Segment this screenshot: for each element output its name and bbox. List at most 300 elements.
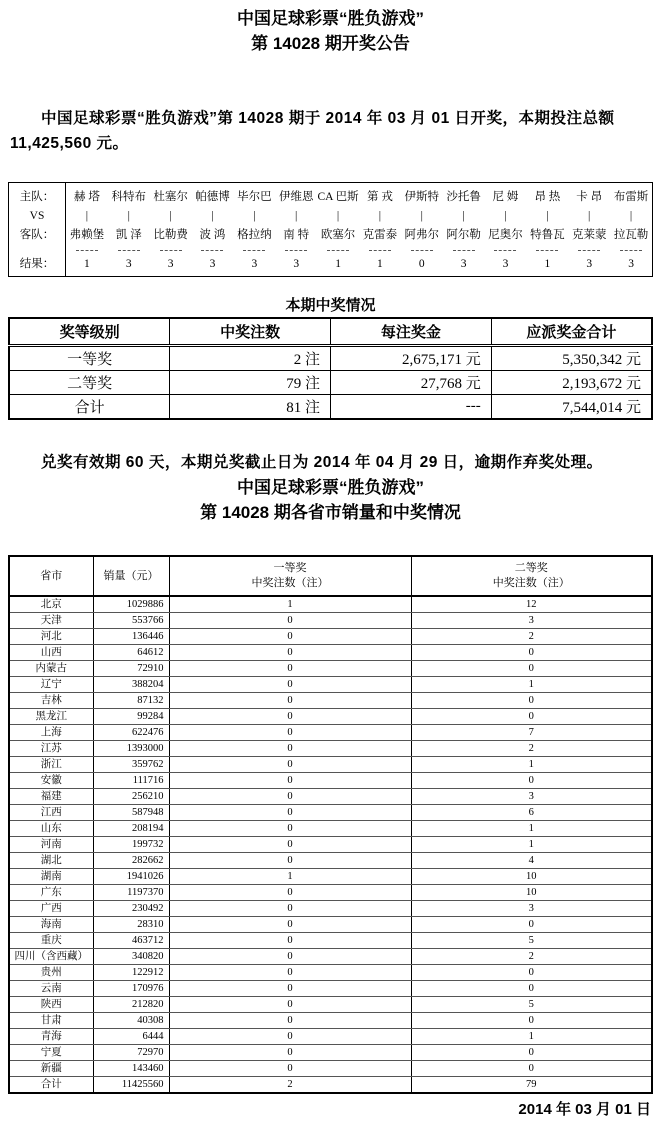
home-team-name: 帕德博 — [195, 191, 230, 203]
second-prize-count-cell: 3 — [411, 613, 652, 629]
province-name-cell: 云南 — [9, 981, 93, 997]
province-table-row — [9, 949, 652, 965]
first-prize-count-cell: 0 — [169, 741, 411, 757]
prize-cell: 2,675,171 元 — [331, 346, 492, 371]
sales-amount-cell: 28310 — [93, 917, 169, 933]
first-prize-header-line2: 中奖注数（注） — [251, 577, 329, 589]
vs-bar: | — [336, 210, 340, 222]
match-result: 1 — [84, 258, 90, 270]
province-name-cell: 河南 — [9, 837, 93, 853]
second-prize-count-cell: 2 — [411, 949, 652, 965]
first-prize-count-cell: 1 — [169, 869, 411, 885]
match-column-13 — [568, 187, 610, 273]
province-table-row — [9, 757, 652, 773]
province-name-cell: 福建 — [9, 789, 93, 805]
province-name-cell: 天津 — [9, 613, 93, 629]
sales-amount-cell: 340820 — [93, 949, 169, 965]
home-team-name: 沙托鲁 — [446, 191, 481, 203]
second-prize-count-cell: 0 — [411, 661, 652, 677]
dash-row-spacer — [9, 245, 65, 255]
separator-dash — [453, 245, 475, 255]
province-table-row — [9, 1045, 652, 1061]
province-table-row — [9, 1013, 652, 1029]
match-result: 1 — [544, 258, 551, 270]
away-team-name: 南 特 — [283, 229, 310, 241]
second-prize-count-cell: 3 — [411, 901, 652, 917]
first-prize-column-header — [169, 556, 411, 596]
province-name-cell: 河北 — [9, 629, 93, 645]
prize-cell: 二等奖 — [9, 371, 170, 395]
second-prize-count-cell: 0 — [411, 917, 652, 933]
separator-dash — [494, 245, 516, 255]
match-column-12 — [526, 187, 568, 273]
first-prize-count-cell: 0 — [169, 1013, 411, 1029]
second-prize-count-cell: 0 — [411, 965, 652, 981]
province-name-cell: 辽宁 — [9, 677, 93, 693]
sales-amount-cell: 99284 — [93, 709, 169, 725]
away-team-name: 克莱蒙 — [571, 229, 607, 241]
province-name-cell: 湖南 — [9, 869, 93, 885]
second-prize-count-cell: 7 — [411, 725, 652, 741]
province-name-cell: 甘肃 — [9, 1013, 93, 1029]
prize-cell: 一等奖 — [9, 346, 170, 371]
province-table — [8, 555, 653, 1094]
match-column-7 — [317, 187, 359, 273]
vs-bar: | — [378, 210, 382, 222]
province-table-row — [9, 613, 652, 629]
province-column-header: 省市 — [9, 556, 93, 596]
vs-bar: | — [127, 210, 130, 222]
province-name-cell: 山西 — [9, 645, 93, 661]
separator-dash — [369, 245, 391, 255]
away-row-label: 客队： — [19, 229, 55, 241]
match-row-labels — [9, 183, 66, 276]
match-result: 3 — [167, 258, 174, 270]
sales-amount-cell: 587948 — [93, 805, 169, 821]
prize-cell: 合计 — [9, 395, 170, 420]
match-column-10 — [443, 187, 485, 273]
province-name-cell: 青海 — [9, 1029, 93, 1045]
prize-section-title: 本期中奖情况 — [285, 297, 376, 314]
first-prize-count-cell: 0 — [169, 821, 411, 837]
page-title — [0, 0, 661, 56]
match-column-3 — [150, 187, 192, 273]
home-team-name: 昂 热 — [534, 191, 561, 203]
prize-cell: --- — [331, 395, 492, 420]
first-prize-count-cell: 0 — [169, 837, 411, 853]
second-prize-count-cell: 5 — [411, 933, 652, 949]
first-prize-count-cell: 0 — [169, 677, 411, 693]
first-prize-count-cell: 0 — [169, 949, 411, 965]
match-result: 3 — [125, 258, 132, 270]
first-prize-count-cell: 0 — [169, 661, 411, 677]
prize-table-row — [9, 371, 652, 395]
province-table-row — [9, 1029, 652, 1045]
first-prize-count-cell: 0 — [169, 981, 411, 997]
second-prize-count-cell: 5 — [411, 997, 652, 1013]
home-team-name: CA 巴斯 — [317, 191, 359, 203]
match-column-4 — [192, 187, 234, 273]
first-prize-count-cell: 0 — [169, 1045, 411, 1061]
province-table-row — [9, 629, 652, 645]
province-name-cell: 黑龙江 — [9, 709, 93, 725]
sales-amount-cell: 388204 — [93, 677, 169, 693]
province-table-row — [9, 725, 652, 741]
dash-line — [243, 250, 265, 251]
home-team-name: 卡 昂 — [576, 191, 603, 203]
first-prize-count-cell: 0 — [169, 725, 411, 741]
province-name-cell: 广西 — [9, 901, 93, 917]
province-table-row — [9, 933, 652, 949]
province-table-row — [9, 1061, 652, 1077]
sales-amount-cell: 87132 — [93, 693, 169, 709]
away-team-name: 尼奥尔 — [488, 229, 523, 241]
prize-table-header-row — [9, 318, 652, 346]
sales-amount-cell: 199732 — [93, 837, 169, 853]
province-name-cell: 江苏 — [9, 741, 93, 757]
province-title-line2: 第 14028 期各省市销量和中奖情况 — [200, 503, 461, 522]
match-column-8 — [359, 187, 401, 273]
prize-header-cell: 应派奖金合计 — [491, 318, 652, 346]
prize-header-cell: 中奖注数 — [170, 318, 331, 346]
first-prize-count-cell: 0 — [169, 629, 411, 645]
sales-amount-cell: 122912 — [93, 965, 169, 981]
province-table-row — [9, 661, 652, 677]
province-name-cell: 北京 — [9, 596, 93, 613]
province-name-cell: 宁夏 — [9, 1045, 93, 1061]
sales-amount-cell: 64612 — [93, 645, 169, 661]
second-prize-count-cell: 0 — [411, 709, 652, 725]
province-name-cell: 海南 — [9, 917, 93, 933]
province-name-cell: 广东 — [9, 885, 93, 901]
province-table-row — [9, 677, 652, 693]
prize-cell: 81 注 — [170, 395, 331, 420]
dash-line — [536, 250, 558, 251]
separator-dash — [160, 245, 182, 255]
home-team-name: 伊维恩 — [278, 191, 314, 203]
prize-cell: 2 注 — [170, 346, 331, 371]
sales-amount-cell: 1197370 — [93, 885, 169, 901]
match-result: 3 — [628, 258, 634, 270]
first-prize-count-cell: 0 — [169, 757, 411, 773]
prize-table-row — [9, 395, 652, 420]
vs-bar: | — [629, 210, 633, 222]
separator-dash — [76, 245, 98, 255]
separator-dash — [118, 245, 140, 255]
sales-amount-cell: 1393000 — [93, 741, 169, 757]
second-prize-count-cell: 4 — [411, 853, 652, 869]
province-name-cell: 贵州 — [9, 965, 93, 981]
intro-paragraph: 中国足球彩票“胜负游戏”第 14028 期于 2014 年 03 月 01 日开奖，本期投注总额 11,425,560 元。 — [10, 110, 615, 152]
province-table-header-row — [9, 556, 652, 596]
match-result: 3 — [293, 258, 300, 270]
second-prize-count-cell: 0 — [411, 1045, 652, 1061]
first-prize-count-cell: 0 — [169, 997, 411, 1013]
result-row-label: 结果： — [19, 258, 55, 270]
home-team-name: 科特布 — [111, 191, 147, 203]
second-prize-count-cell: 0 — [411, 1013, 652, 1029]
vs-bar: | — [588, 210, 591, 222]
first-prize-count-cell: 1 — [169, 596, 411, 613]
home-team-name: 尼 姆 — [492, 191, 519, 203]
sales-amount-cell: 72970 — [93, 1045, 169, 1061]
away-team-name: 特鲁瓦 — [530, 229, 565, 241]
away-team-name: 比勒费 — [153, 229, 188, 241]
vs-bar: | — [85, 210, 89, 222]
dash-line — [369, 250, 391, 251]
away-team-name: 弗赖堡 — [69, 229, 105, 241]
province-table-row — [9, 596, 652, 613]
province-table-row — [9, 821, 652, 837]
province-table-row — [9, 789, 652, 805]
second-prize-count-cell: 2 — [411, 629, 652, 645]
second-prize-header-line2: 中奖注数（注） — [492, 577, 570, 589]
province-name-cell: 吉林 — [9, 693, 93, 709]
second-prize-count-cell: 6 — [411, 805, 652, 821]
province-table-row — [9, 1077, 652, 1094]
sales-amount-cell: 136446 — [93, 629, 169, 645]
vs-bar: | — [253, 210, 256, 222]
match-result: 3 — [460, 258, 467, 270]
away-team-name: 欧塞尔 — [320, 229, 356, 241]
province-name-cell: 湖北 — [9, 853, 93, 869]
page-title-line2: 第 14028 期开奖公告 — [251, 34, 410, 53]
dash-line — [578, 250, 600, 251]
match-column-14 — [610, 187, 652, 273]
second-prize-column-header — [411, 556, 652, 596]
province-table-row — [9, 709, 652, 725]
match-column-2 — [108, 187, 150, 273]
second-prize-count-cell: 12 — [411, 596, 652, 613]
home-team-name: 第 戎 — [366, 191, 393, 203]
match-results-table — [8, 182, 653, 277]
sales-amount-cell: 212820 — [93, 997, 169, 1013]
first-prize-count-cell: 2 — [169, 1077, 411, 1094]
away-team-name: 阿尔勒 — [446, 229, 481, 241]
separator-dash — [201, 245, 223, 255]
separator-dash — [578, 245, 600, 255]
first-prize-count-cell: 0 — [169, 773, 411, 789]
province-name-cell: 浙江 — [9, 757, 93, 773]
sales-amount-cell: 208194 — [93, 821, 169, 837]
sales-amount-cell: 72910 — [93, 661, 169, 677]
first-prize-header-line1: 一等奖 — [273, 562, 307, 574]
home-team-name: 伊斯特 — [404, 191, 440, 203]
vs-bar: | — [420, 210, 423, 222]
sales-amount-cell: 11425560 — [93, 1077, 169, 1094]
province-table-row — [9, 773, 652, 789]
match-result: 3 — [209, 258, 216, 270]
province-table-row — [9, 837, 652, 853]
match-result: 3 — [586, 258, 593, 270]
home-team-name: 布雷斯 — [613, 191, 649, 203]
first-prize-count-cell: 0 — [169, 885, 411, 901]
dash-line — [494, 250, 516, 251]
notice-paragraph: 兑奖有效期 60 天，本期兑奖截止日为 2014 年 04 月 29 日，逾期作弃奖处理。 — [41, 454, 603, 471]
second-prize-count-cell: 1 — [411, 1029, 652, 1045]
match-column-5 — [233, 187, 275, 273]
first-prize-count-cell: 0 — [169, 1029, 411, 1045]
province-name-cell: 重庆 — [9, 933, 93, 949]
province-name-cell: 内蒙古 — [9, 661, 93, 677]
match-column-1 — [66, 187, 108, 273]
second-prize-count-cell: 2 — [411, 741, 652, 757]
province-name-cell: 上海 — [9, 725, 93, 741]
match-column-11 — [485, 187, 527, 273]
second-prize-count-cell: 0 — [411, 981, 652, 997]
prize-table-row — [9, 346, 652, 371]
province-name-cell: 安徽 — [9, 773, 93, 789]
province-table-row — [9, 901, 652, 917]
home-team-name: 杜塞尔 — [153, 191, 188, 203]
first-prize-count-cell: 0 — [169, 1061, 411, 1077]
dash-line — [201, 250, 223, 251]
separator-dash — [285, 245, 307, 255]
second-prize-header-line1: 二等奖 — [514, 562, 548, 574]
first-prize-count-cell: 0 — [169, 901, 411, 917]
second-prize-count-cell: 10 — [411, 885, 652, 901]
second-prize-count-cell: 1 — [411, 821, 652, 837]
second-prize-count-cell: 0 — [411, 773, 652, 789]
sales-amount-cell: 40308 — [93, 1013, 169, 1029]
province-table-row — [9, 997, 652, 1013]
prize-cell: 79 注 — [170, 371, 331, 395]
away-team-name: 凯 泽 — [115, 229, 142, 241]
second-prize-count-cell: 10 — [411, 869, 652, 885]
page-title-line1: 中国足球彩票“胜负游戏” — [237, 9, 424, 28]
province-table-row — [9, 869, 652, 885]
dash-line — [76, 250, 98, 251]
sales-amount-cell: 553766 — [93, 613, 169, 629]
separator-dash — [536, 245, 558, 255]
province-name-cell: 合计 — [9, 1077, 93, 1094]
sales-amount-cell: 359762 — [93, 757, 169, 773]
prize-cell: 7,544,014 元 — [491, 395, 652, 420]
away-team-name: 格拉纳 — [237, 229, 272, 241]
second-prize-count-cell: 1 — [411, 677, 652, 693]
dash-line — [411, 250, 433, 251]
separator-dash — [411, 245, 433, 255]
home-row-label: 主队： — [19, 191, 55, 203]
vs-bar: | — [504, 210, 507, 222]
first-prize-count-cell: 0 — [169, 693, 411, 709]
sales-amount-cell: 170976 — [93, 981, 169, 997]
prize-header-cell: 奖等级别 — [9, 318, 170, 346]
second-prize-count-cell: 0 — [411, 645, 652, 661]
footer-date: 2014 年 03 月 01 日 — [518, 1101, 651, 1118]
separator-dash — [243, 245, 265, 255]
sales-column-header: 销量（元） — [93, 556, 169, 596]
first-prize-count-cell: 0 — [169, 709, 411, 725]
second-prize-count-cell: 1 — [411, 757, 652, 773]
sales-amount-cell: 111716 — [93, 773, 169, 789]
match-result: 3 — [251, 258, 258, 270]
prize-header-cell: 每注奖金 — [331, 318, 492, 346]
province-table-row — [9, 885, 652, 901]
separator-dash — [620, 245, 642, 255]
sales-amount-cell: 463712 — [93, 933, 169, 949]
province-section-title — [0, 475, 661, 525]
vs-bar: | — [295, 210, 298, 222]
vs-bar: | — [462, 210, 465, 222]
first-prize-count-cell: 0 — [169, 853, 411, 869]
first-prize-count-cell: 0 — [169, 933, 411, 949]
match-result: 1 — [335, 258, 341, 270]
sales-amount-cell: 256210 — [93, 789, 169, 805]
separator-dash — [327, 245, 349, 255]
home-team-name: 毕尔巴 — [237, 191, 272, 203]
dash-line — [285, 250, 307, 251]
second-prize-count-cell: 1 — [411, 837, 652, 853]
province-title-line1: 中国足球彩票“胜负游戏” — [237, 478, 424, 497]
sales-amount-cell: 1029886 — [93, 596, 169, 613]
vs-row-label: VS — [29, 210, 45, 222]
province-name-cell: 山东 — [9, 821, 93, 837]
away-team-name: 拉瓦勒 — [613, 229, 649, 241]
first-prize-count-cell: 0 — [169, 965, 411, 981]
province-table-row — [9, 741, 652, 757]
vs-bar: | — [211, 210, 214, 222]
province-name-cell: 四川（含西藏） — [9, 949, 93, 965]
match-column-6 — [275, 187, 317, 273]
vs-bar: | — [546, 210, 549, 222]
prize-cell: 27,768 元 — [331, 371, 492, 395]
away-team-name: 波 鸿 — [199, 229, 226, 241]
province-table-row — [9, 693, 652, 709]
match-result: 3 — [502, 258, 509, 270]
second-prize-count-cell: 79 — [411, 1077, 652, 1094]
second-prize-count-cell: 3 — [411, 789, 652, 805]
province-table-row — [9, 853, 652, 869]
away-team-name: 阿弗尔 — [404, 229, 440, 241]
province-table-row — [9, 917, 652, 933]
match-columns — [66, 183, 652, 276]
province-name-cell: 新疆 — [9, 1061, 93, 1077]
sales-amount-cell: 282662 — [93, 853, 169, 869]
sales-amount-cell: 143460 — [93, 1061, 169, 1077]
match-column-9 — [401, 187, 443, 273]
second-prize-count-cell: 0 — [411, 693, 652, 709]
first-prize-count-cell: 0 — [169, 645, 411, 661]
first-prize-count-cell: 0 — [169, 789, 411, 805]
match-result: 0 — [418, 258, 425, 270]
match-result: 1 — [377, 258, 383, 270]
home-team-name: 赫 塔 — [73, 191, 100, 203]
sales-amount-cell: 230492 — [93, 901, 169, 917]
prize-table — [8, 317, 653, 420]
first-prize-count-cell: 0 — [169, 613, 411, 629]
away-team-name: 克雷泰 — [362, 229, 398, 241]
prize-cell: 2,193,672 元 — [491, 371, 652, 395]
dash-line — [118, 250, 140, 251]
dash-line — [453, 250, 475, 251]
province-table-row — [9, 645, 652, 661]
second-prize-count-cell: 0 — [411, 1061, 652, 1077]
province-table-row — [9, 805, 652, 821]
sales-amount-cell: 622476 — [93, 725, 169, 741]
dash-line — [327, 250, 349, 251]
province-name-cell: 陕西 — [9, 997, 93, 1013]
prize-cell: 5,350,342 元 — [491, 346, 652, 371]
vs-bar: | — [169, 210, 172, 222]
province-name-cell: 江西 — [9, 805, 93, 821]
dash-line — [620, 250, 642, 251]
first-prize-count-cell: 0 — [169, 917, 411, 933]
sales-amount-cell: 1941026 — [93, 869, 169, 885]
province-table-row — [9, 965, 652, 981]
sales-amount-cell: 6444 — [93, 1029, 169, 1045]
dash-line — [160, 250, 182, 251]
